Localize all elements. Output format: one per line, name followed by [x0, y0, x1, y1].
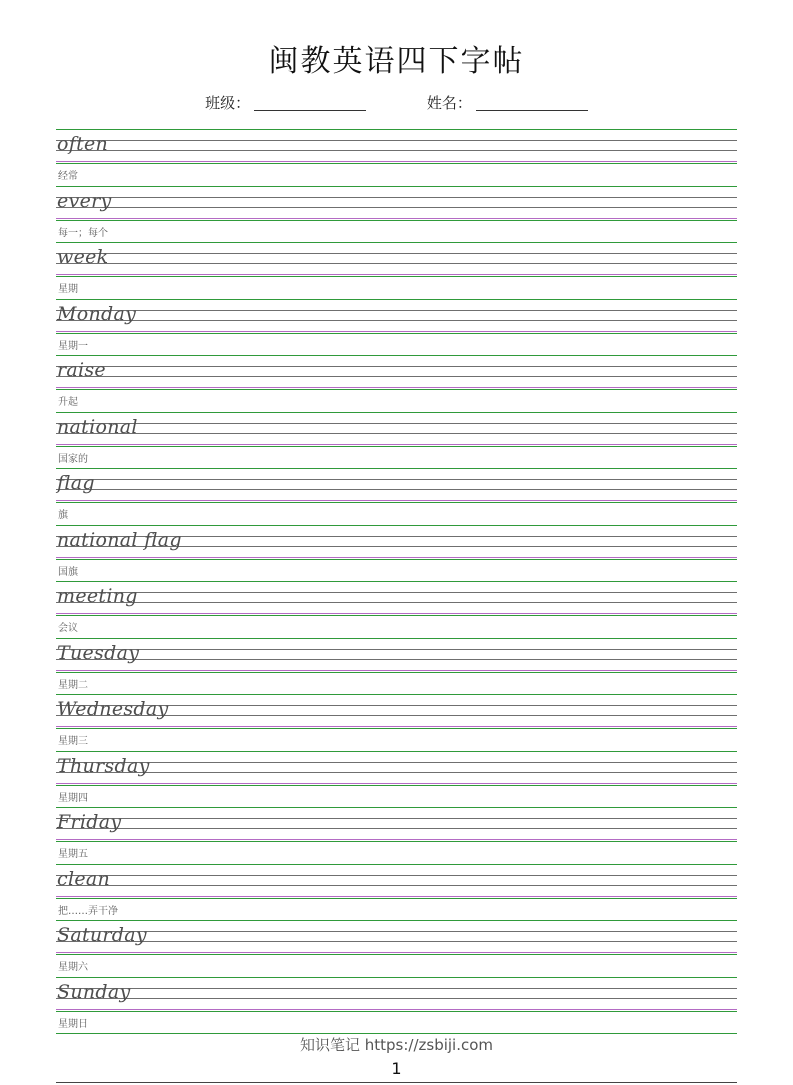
- guide-ascender-line: [56, 310, 737, 311]
- practice-word: Thursday: [57, 754, 150, 777]
- guide-top-line: [56, 638, 737, 639]
- word-entry: [56, 806, 737, 863]
- word-meaning: 把……弄干净: [58, 905, 118, 917]
- word-entry: [56, 467, 737, 524]
- practice-word: national: [57, 415, 138, 438]
- guide-midline: [56, 659, 737, 660]
- guide-midline: [56, 150, 737, 151]
- guide-baseline: [56, 331, 737, 332]
- word-meaning: 星期五: [58, 849, 88, 860]
- practice-word: Monday: [57, 302, 137, 325]
- guide-midline: [56, 602, 737, 603]
- guide-bottom-line: [56, 389, 737, 390]
- guide-midline: [56, 998, 737, 999]
- word-meaning: 每一；每个: [58, 227, 108, 239]
- word-meaning: 星期三: [58, 736, 88, 747]
- word-meaning: 国旗: [58, 566, 78, 578]
- guide-baseline: [56, 783, 737, 784]
- guide-top-line: [56, 694, 737, 695]
- guide-bottom-line: [56, 1011, 737, 1012]
- guide-baseline: [56, 670, 737, 671]
- guide-top-line: [56, 412, 737, 413]
- guide-midline: [56, 489, 737, 490]
- word-entry: [56, 128, 737, 185]
- practice-sheet: [56, 128, 737, 1033]
- guide-ascender-line: [56, 931, 737, 932]
- word-entry: [56, 354, 737, 411]
- guide-midline: [56, 320, 737, 321]
- practice-word: week: [57, 246, 109, 268]
- word-entry: [56, 298, 737, 355]
- guide-bottom-line: [56, 276, 737, 277]
- guide-bottom-line: [56, 559, 737, 560]
- guide-baseline: [56, 500, 737, 501]
- word-entry: [56, 580, 737, 637]
- guide-top-line: [56, 751, 737, 752]
- guide-midline: [56, 941, 737, 942]
- guide-midline: [56, 376, 737, 377]
- page-number: 1: [391, 1059, 402, 1078]
- guide-midline: [56, 207, 737, 208]
- guide-bottom-line: [56, 728, 737, 729]
- practice-word: raise: [57, 359, 106, 381]
- guide-ascender-line: [56, 875, 737, 876]
- page-title: 闽教英语四下字帖: [268, 44, 525, 79]
- guide-ascender-line: [56, 762, 737, 763]
- guide-top-line: [56, 299, 737, 300]
- class-label: 班级：: [205, 94, 251, 112]
- guide-ascender-line: [56, 253, 737, 254]
- practice-word: meeting: [57, 585, 138, 607]
- footer-source: 知识笔记 https://zsbiji.com: [299, 1036, 494, 1054]
- guide-bottom-line: [56, 333, 737, 334]
- word-entry: [56, 241, 737, 298]
- guide-top-line: [56, 129, 737, 130]
- word-entry: [56, 750, 737, 807]
- guide-bottom-line: [56, 785, 737, 786]
- word-meaning: 星期: [58, 284, 78, 295]
- practice-word: Saturday: [57, 924, 147, 946]
- word-entry: [56, 185, 737, 242]
- word-meaning: 升起: [58, 397, 78, 408]
- word-entry: [56, 524, 737, 581]
- word-entry: [56, 863, 737, 920]
- guide-ascender-line: [56, 592, 737, 593]
- guide-bottom-line: [56, 672, 737, 673]
- guide-midline: [56, 828, 737, 829]
- class-blank: [254, 110, 366, 111]
- guide-ascender-line: [56, 818, 737, 819]
- guide-baseline: [56, 444, 737, 445]
- word-meaning: 星期四: [58, 792, 88, 804]
- guide-baseline: [56, 1009, 737, 1010]
- guide-ascender-line: [56, 423, 737, 424]
- guide-bottom-line: [56, 954, 737, 955]
- guide-baseline: [56, 896, 737, 897]
- word-entry: [56, 693, 737, 750]
- guide-baseline: [56, 274, 737, 275]
- guide-bottom-line: [56, 502, 737, 503]
- word-meaning: 旗: [58, 510, 68, 521]
- guide-midline: [56, 885, 737, 886]
- footer-rule: [56, 1082, 737, 1083]
- practice-word: Friday: [57, 811, 122, 833]
- guide-top-line: [56, 242, 737, 243]
- practice-word: national flag: [57, 528, 182, 551]
- guide-baseline: [56, 218, 737, 219]
- word-meaning: 经常: [58, 171, 78, 182]
- practice-word: often: [57, 133, 109, 155]
- guide-ascender-line: [56, 479, 737, 480]
- practice-word: Wednesday: [57, 698, 169, 720]
- guide-ascender-line: [56, 988, 737, 989]
- guide-top-line: [56, 581, 737, 582]
- guide-bottom-line: [56, 446, 737, 447]
- guide-bottom-line: [56, 615, 737, 616]
- guide-bottom-line: [56, 841, 737, 842]
- word-entry: [56, 637, 737, 694]
- guide-baseline: [56, 726, 737, 727]
- guide-midline: [56, 263, 737, 264]
- student-info: [0, 92, 793, 113]
- word-entry: [56, 919, 737, 976]
- guide-top-line: [56, 920, 737, 921]
- word-entry: [56, 411, 737, 468]
- guide-baseline: [56, 952, 737, 953]
- word-meaning: 星期日: [58, 1018, 88, 1030]
- guide-midline: [56, 433, 737, 434]
- practice-word: flag: [57, 472, 95, 494]
- word-meaning: 星期六: [58, 962, 88, 973]
- guide-top-line: [56, 977, 737, 978]
- practice-word: Tuesday: [57, 641, 140, 664]
- word-meaning: 会议: [58, 623, 78, 634]
- guide-baseline: [56, 839, 737, 840]
- guide-baseline: [56, 613, 737, 614]
- guide-ascender-line: [56, 140, 737, 141]
- guide-top-line: [56, 355, 737, 356]
- guide-top-line: [56, 186, 737, 187]
- guide-baseline: [56, 161, 737, 162]
- name-blank: [476, 110, 588, 111]
- word-meaning: 星期二: [58, 679, 88, 691]
- practice-word: Sunday: [57, 980, 131, 1003]
- word-meaning: 星期一: [58, 340, 88, 352]
- word-entry: [56, 976, 737, 1033]
- name-field: [427, 92, 588, 113]
- guide-midline: [56, 772, 737, 773]
- name-label: 姓名：: [426, 94, 472, 112]
- word-meaning: 国家的: [58, 453, 88, 465]
- guide-top-line: [56, 468, 737, 469]
- class-field: [205, 92, 366, 113]
- guide-ascender-line: [56, 649, 737, 650]
- guide-ascender-line: [56, 366, 737, 367]
- guide-bottom-line: [56, 898, 737, 899]
- guide-baseline: [56, 387, 737, 388]
- practice-word: clean: [57, 867, 111, 890]
- guide-bottom-line: [56, 220, 737, 221]
- guide-ascender-line: [56, 197, 737, 198]
- guide-top-line: [56, 525, 737, 526]
- practice-word: every: [57, 189, 112, 212]
- guide-top-line: [56, 807, 737, 808]
- guide-top-line: [56, 864, 737, 865]
- guide-baseline: [56, 557, 737, 558]
- guide-bottom-line: [56, 163, 737, 164]
